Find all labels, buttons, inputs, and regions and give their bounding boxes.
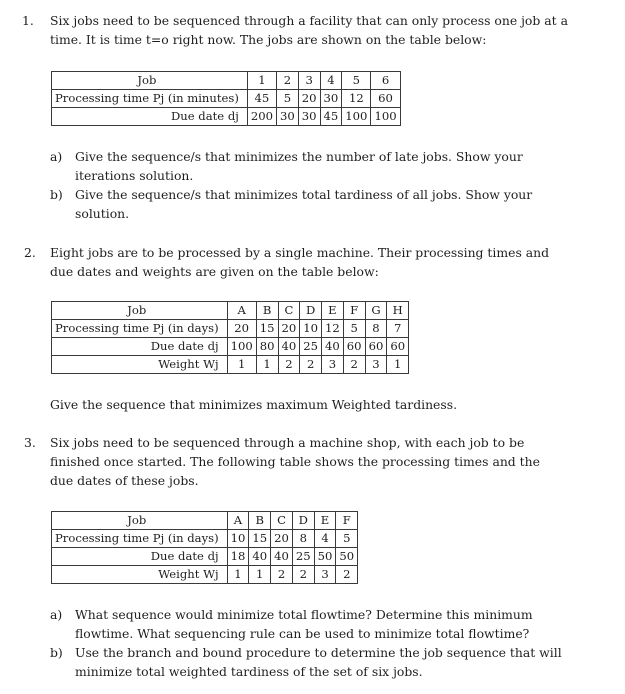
table-cell: 8 bbox=[365, 320, 387, 338]
table-cell: 5 bbox=[277, 90, 299, 108]
q1-number: 1. bbox=[22, 13, 34, 28]
table-cell: 5 bbox=[343, 320, 365, 338]
table-cell: 20 bbox=[278, 320, 300, 338]
q2-jobs-table bbox=[51, 301, 409, 374]
q3-jobs-table bbox=[51, 511, 358, 584]
table-row bbox=[52, 548, 358, 566]
table-cell: 2 bbox=[271, 566, 293, 584]
table-cell: 12 bbox=[342, 90, 371, 108]
table-row bbox=[52, 320, 409, 338]
table-cell: 60 bbox=[387, 338, 409, 356]
table-cell: 60 bbox=[371, 90, 400, 108]
q1-part-a-letter: a) bbox=[50, 149, 63, 164]
table-cell: G bbox=[365, 302, 387, 320]
table-cell: 18 bbox=[227, 548, 249, 566]
q3-part-a-letter: a) bbox=[50, 607, 63, 622]
table-cell: 15 bbox=[249, 530, 271, 548]
row-label: Processing time Pj (in days) bbox=[52, 320, 228, 338]
row-label: Processing time Pj (in minutes) bbox=[52, 90, 248, 108]
table-cell: 45 bbox=[247, 90, 276, 108]
table-cell: 1 bbox=[256, 356, 278, 374]
table-cell: 40 bbox=[249, 548, 271, 566]
table-cell: 30 bbox=[277, 108, 299, 126]
table-cell: F bbox=[343, 302, 365, 320]
table-row bbox=[52, 512, 358, 530]
table-row bbox=[52, 530, 358, 548]
table-cell: B bbox=[256, 302, 278, 320]
table-cell: 10 bbox=[300, 320, 322, 338]
table-cell: 40 bbox=[322, 338, 344, 356]
q1-part-b-letter: b) bbox=[50, 187, 63, 202]
row-label: Job bbox=[52, 512, 228, 530]
table-cell: 20 bbox=[298, 90, 320, 108]
row-label: Due date dj bbox=[52, 108, 248, 126]
row-label: Due date dj bbox=[52, 548, 228, 566]
table-cell: 2 bbox=[300, 356, 322, 374]
table-cell: A bbox=[227, 512, 249, 530]
table-cell: 2 bbox=[343, 356, 365, 374]
q3-part-b bbox=[75, 643, 562, 681]
q1-part-a-line: iterations solution. bbox=[75, 168, 194, 183]
table-cell: 5 bbox=[342, 72, 371, 90]
table-cell: 30 bbox=[298, 108, 320, 126]
table-cell: 2 bbox=[292, 566, 314, 584]
q1-intro-line: time. It is time t=o right now. The jobs are shown on the table below: bbox=[50, 32, 487, 47]
table-cell: 2 bbox=[278, 356, 300, 374]
table-cell: 20 bbox=[227, 320, 256, 338]
q3-intro-line: due dates of these jobs. bbox=[50, 473, 199, 488]
table-cell: 200 bbox=[247, 108, 276, 126]
table-cell: C bbox=[278, 302, 300, 320]
table-cell: 15 bbox=[256, 320, 278, 338]
q1-part-b-line: Give the sequence/s that minimizes total tardiness of all jobs. Show your bbox=[75, 187, 533, 202]
table-cell: 8 bbox=[292, 530, 314, 548]
table-cell: 80 bbox=[256, 338, 278, 356]
row-label: Due date dj bbox=[52, 338, 228, 356]
table-cell: 25 bbox=[292, 548, 314, 566]
table-cell: 20 bbox=[271, 530, 293, 548]
q3-part-a-line: flowtime. What sequencing rule can be used to minimize total flowtime? bbox=[75, 626, 530, 641]
table-row bbox=[52, 90, 401, 108]
q3-intro-line: Six jobs need to be sequenced through a machine shop, with each job to be bbox=[50, 435, 525, 450]
table-cell: 50 bbox=[336, 548, 358, 566]
q3-intro bbox=[50, 433, 540, 490]
table-cell: E bbox=[322, 302, 344, 320]
table-cell: 3 bbox=[365, 356, 387, 374]
table-cell: 30 bbox=[320, 90, 342, 108]
table-cell: B bbox=[249, 512, 271, 530]
table-row bbox=[52, 356, 409, 374]
q3-part-b-line: minimize total weighted tardiness of the set of six jobs. bbox=[75, 664, 423, 679]
table-cell: 10 bbox=[227, 530, 249, 548]
table-cell: 1 bbox=[227, 566, 249, 584]
table-cell: 100 bbox=[371, 108, 400, 126]
table-cell: H bbox=[387, 302, 409, 320]
q1-intro bbox=[50, 11, 568, 49]
q3-intro-line: finished once started. The following table shows the processing times and the bbox=[50, 454, 540, 469]
table-cell: 4 bbox=[320, 72, 342, 90]
table-cell: 1 bbox=[227, 356, 256, 374]
q1-part-b-line: solution. bbox=[75, 206, 130, 221]
table-cell: 25 bbox=[300, 338, 322, 356]
q3-part-a-line: What sequence would minimize total flowtime? Determine this minimum bbox=[75, 607, 533, 622]
q1-part-b bbox=[75, 185, 532, 223]
table-cell: F bbox=[336, 512, 358, 530]
q1-part-a bbox=[75, 147, 523, 185]
table-cell: 40 bbox=[278, 338, 300, 356]
table-cell: 3 bbox=[314, 566, 336, 584]
table-cell: 40 bbox=[271, 548, 293, 566]
row-label: Job bbox=[52, 302, 228, 320]
table-cell: 100 bbox=[342, 108, 371, 126]
table-cell: 100 bbox=[227, 338, 256, 356]
q2-closing: Give the sequence that minimizes maximum Weighted tardiness. bbox=[50, 397, 458, 412]
table-cell: 1 bbox=[247, 72, 276, 90]
table-cell: 6 bbox=[371, 72, 400, 90]
table-cell: E bbox=[314, 512, 336, 530]
row-label: Job bbox=[52, 72, 248, 90]
table-cell: C bbox=[271, 512, 293, 530]
table-row bbox=[52, 108, 401, 126]
row-label: Weight Wj bbox=[52, 566, 228, 584]
q1-intro-line: Six jobs need to be sequenced through a facility that can only process one job at a bbox=[50, 13, 568, 28]
table-cell: D bbox=[300, 302, 322, 320]
table-cell: 50 bbox=[314, 548, 336, 566]
q1-jobs-table bbox=[51, 71, 401, 126]
row-label: Weight Wj bbox=[52, 356, 228, 374]
q2-intro-line: Eight jobs are to be processed by a single machine. Their processing times and bbox=[50, 245, 550, 260]
table-cell: 3 bbox=[298, 72, 320, 90]
table-cell: 12 bbox=[322, 320, 344, 338]
q3-part-b-line: Use the branch and bound procedure to determine the job sequence that will bbox=[75, 645, 562, 660]
table-cell: 1 bbox=[249, 566, 271, 584]
q3-part-a bbox=[75, 605, 533, 643]
table-cell: 7 bbox=[387, 320, 409, 338]
table-cell: 3 bbox=[322, 356, 344, 374]
q1-part-a-line: Give the sequence/s that minimizes the number of late jobs. Show your bbox=[75, 149, 523, 164]
table-cell: A bbox=[227, 302, 256, 320]
q3-number: 3. bbox=[24, 435, 36, 450]
table-cell: 1 bbox=[387, 356, 409, 374]
table-cell: 4 bbox=[314, 530, 336, 548]
row-label: Processing time Pj (in days) bbox=[52, 530, 228, 548]
table-cell: 60 bbox=[365, 338, 387, 356]
table-cell: 60 bbox=[343, 338, 365, 356]
table-cell: 2 bbox=[277, 72, 299, 90]
table-cell: 5 bbox=[336, 530, 358, 548]
q2-intro-line: due dates and weights are given on the table below: bbox=[50, 264, 379, 279]
q2-intro bbox=[50, 243, 549, 281]
table-row bbox=[52, 302, 409, 320]
table-cell: 45 bbox=[320, 108, 342, 126]
table-row bbox=[52, 72, 401, 90]
q3-part-b-letter: b) bbox=[50, 645, 63, 660]
table-row bbox=[52, 566, 358, 584]
table-row bbox=[52, 338, 409, 356]
table-cell: D bbox=[292, 512, 314, 530]
q2-number: 2. bbox=[24, 245, 36, 260]
table-cell: 2 bbox=[336, 566, 358, 584]
